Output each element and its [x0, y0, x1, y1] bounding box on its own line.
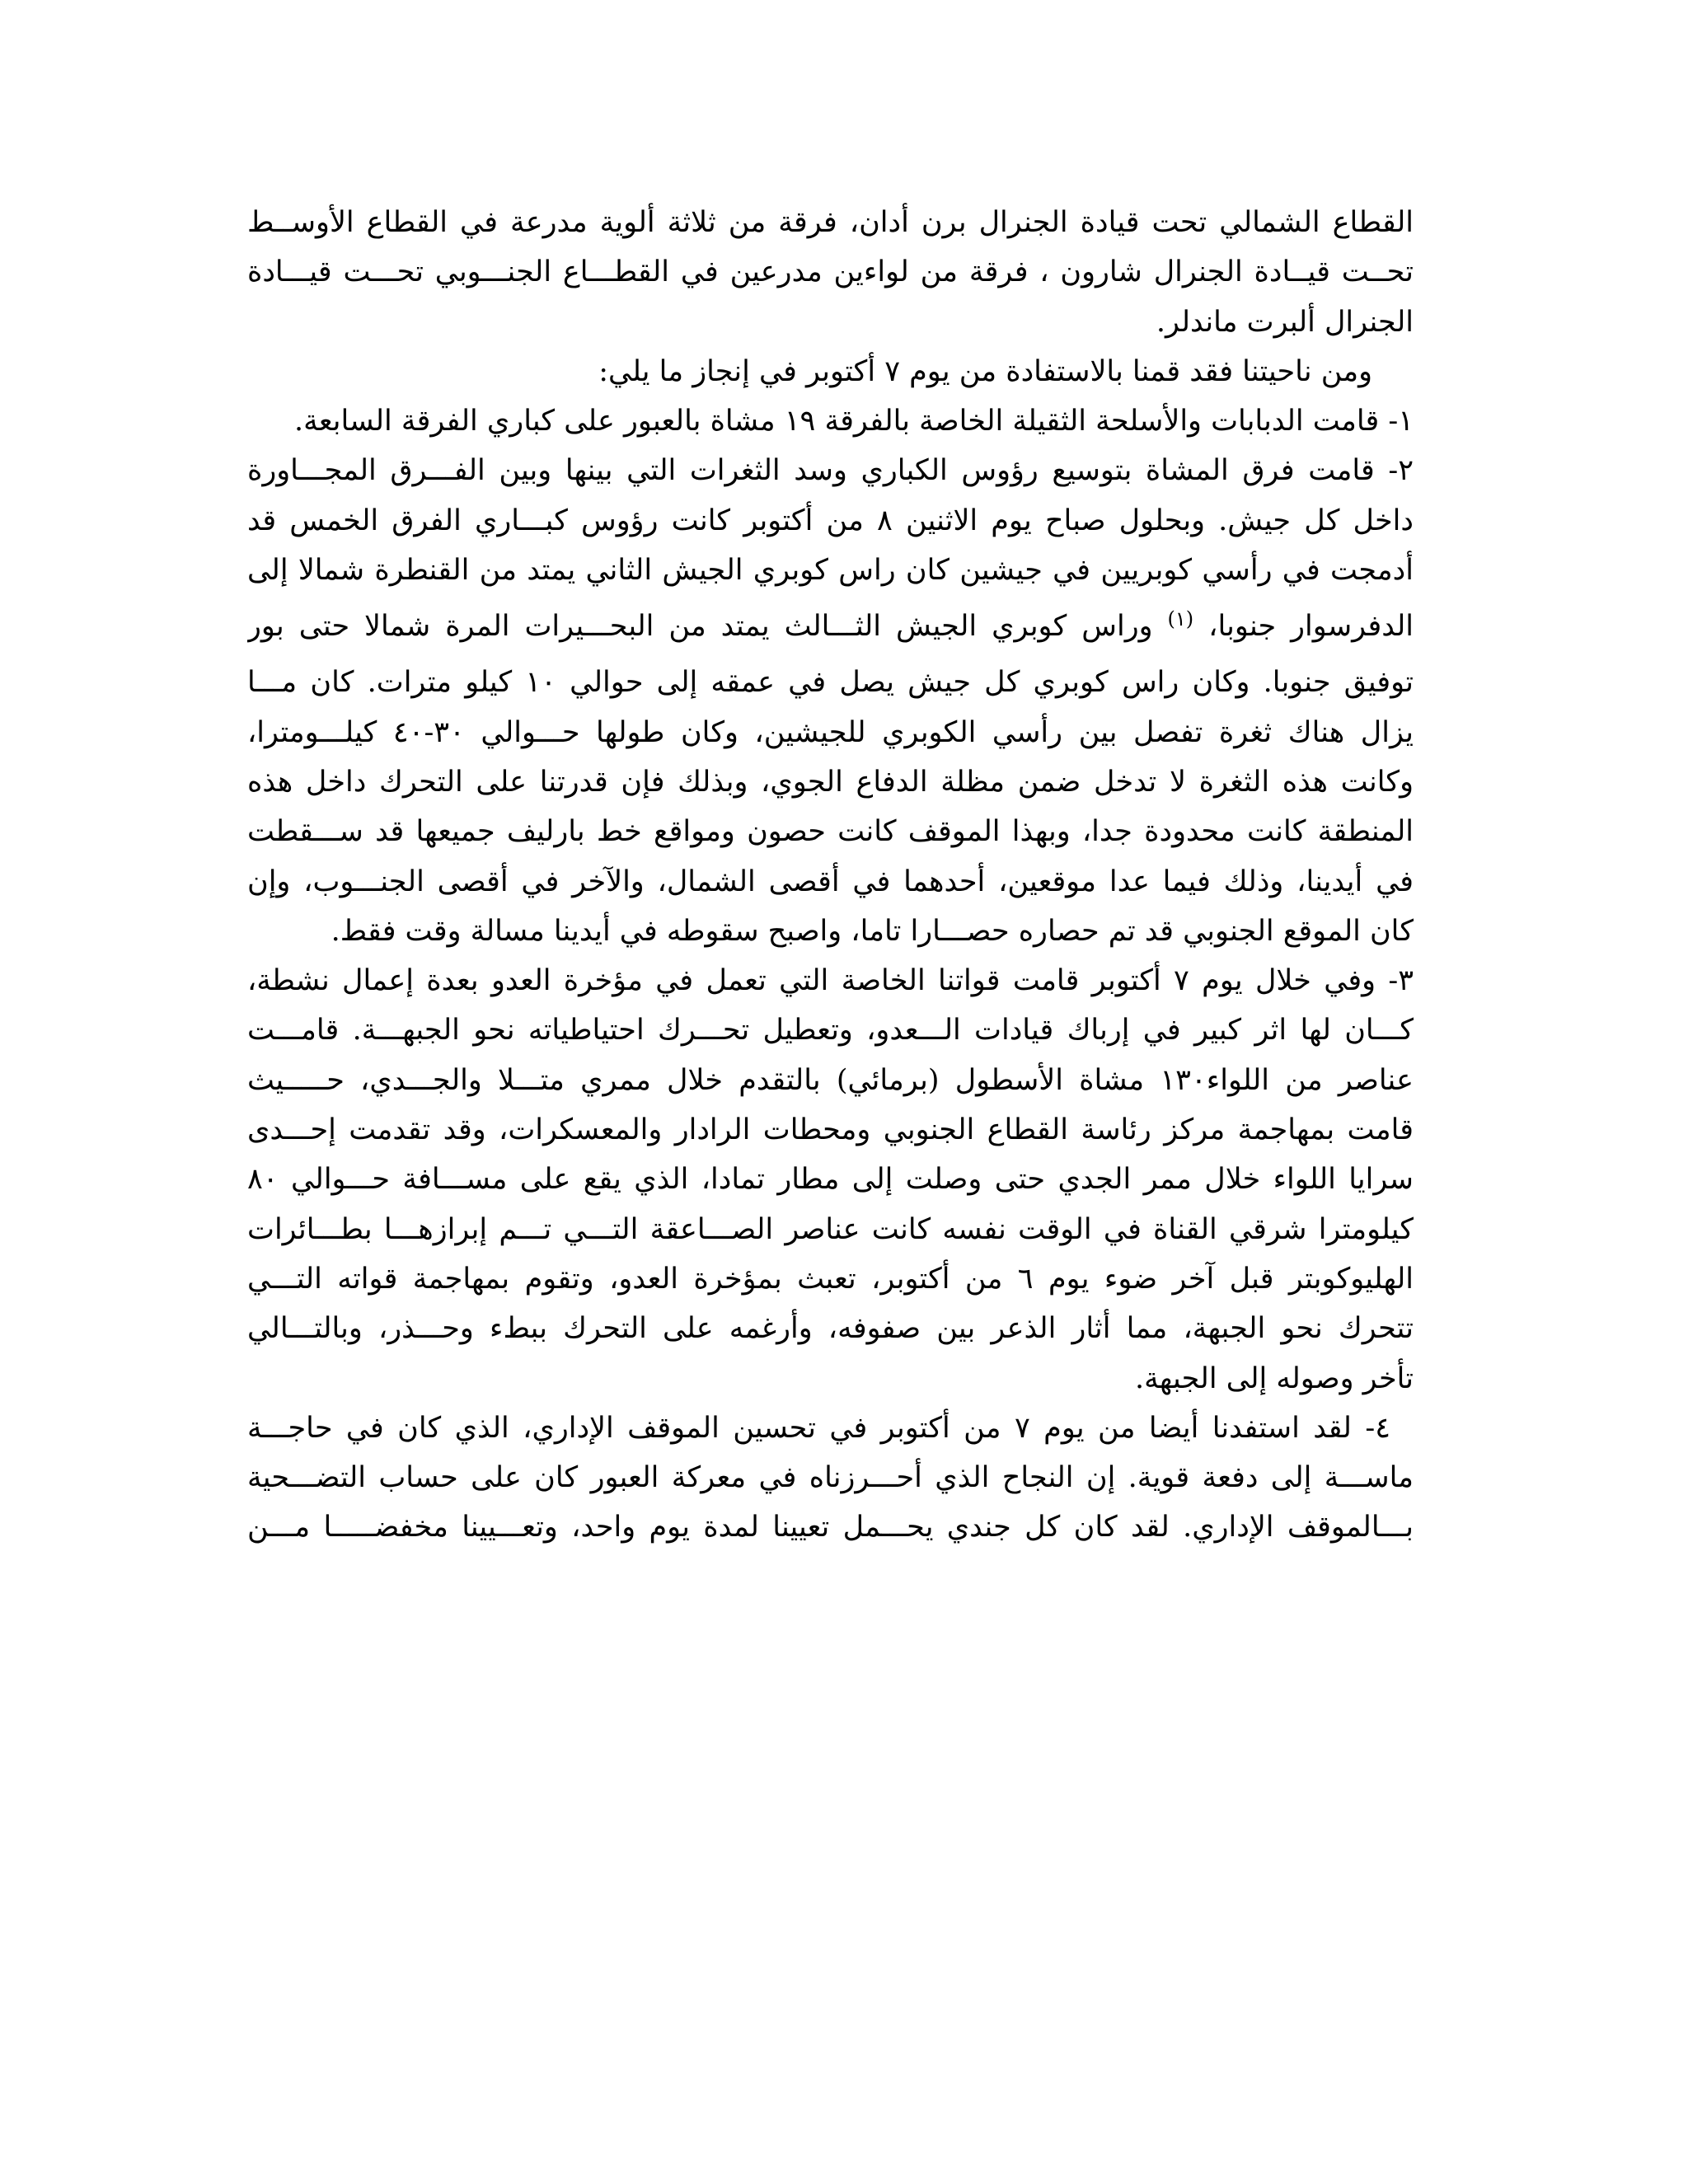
- text-line: داخل كل جيش. وبحلول صباح يوم الاثنين ٨ من أكتوبر كانت رؤوس كبـــاري الفرق الخمس قد: [247, 504, 1414, 537]
- text-line: ماســـة إلى دفعة قوية. إن النجاح الذي أحـــرزناه في معركة العبور كان على حساب التضـــحية: [247, 1461, 1414, 1495]
- text-line: كان الموقع الجنوبي قد تم حصاره حصـــارا تاما، واصبح سقوطه في أيدينا مسالة وقت فقط.: [331, 914, 1414, 948]
- text-line: الهليوكوبتر قبل آخر ضوء يوم ٦ من أكتوبر، تعبث بمؤخرة العدو، وتقوم بمهاجمة قواته التـــي: [247, 1262, 1414, 1296]
- text-line: قامت بمهاجمة مركز رئاسة القطاع الجنوبي ومحطات الرادار والمعسكرات، وقد تقدمت إحـــدى: [247, 1113, 1414, 1147]
- footnote-marker: (١): [1167, 607, 1194, 631]
- text-line: ٤- لقد استفدنا أيضا من يوم ٧ من أكتوبر في تحسين الموقف الإداري، الذي كان في حاجـــة: [247, 1411, 1391, 1445]
- document-body: [247, 198, 1414, 1553]
- text-line-with-footnote: [247, 595, 1414, 658]
- text-line: بـــالموقف الإداري. لقد كان كل جندي يحـــمل تعيينا لمدة يوم واحد، وتعـــيينا مخفضـــــا مـــن: [247, 1511, 1414, 1544]
- text-line: أدمجت في رأسي كوبريين في جيشين كان راس كوبري الجيش الثاني يمتد من القنطرة شمالا إلى: [247, 554, 1414, 588]
- text-line: توفيق جنوبا. وكان راس كوبري كل جيش يصل في عمقه إلى حوالي ١٠ كيلو مترات. كان مـــا: [247, 666, 1414, 700]
- text-line: يزال هناك ثغرة تفصل بين رأسي الكوبري للجيشين، وكان طولها حـــوالي ٣٠-٤٠ كيلـــومترا،: [247, 715, 1414, 749]
- text-line: وكانت هذه الثغرة لا تدخل ضمن مظلة الدفاع الجوي، وبذلك فإن قدرتنا على التحرك داخل هذه: [247, 765, 1414, 799]
- text-line: عناصر من اللواء١٣٠ مشاة الأسطول (برمائي) بالتقدم خلال ممري متـــلا والجـــدي، حـــــيث: [247, 1063, 1414, 1097]
- text-line: ومن ناحيتنا فقد قمنا بالاستفادة من يوم ٧ أكتوبر في إنجاز ما يلي:: [598, 354, 1372, 388]
- text-line: القطاع الشمالي تحت قيادة الجنرال برن أدان، فرقة من ثلاثة ألوية مدرعة في القطاع الأوســط: [247, 206, 1414, 239]
- text-line: الجنرال ألبرت ماندلر.: [1156, 305, 1414, 339]
- text-line: كيلومترا شرقي القناة في الوقت نفسه كانت عناصر الصـــاعقة التـــي تـــم إبرازهـــا بطـــائرات: [247, 1212, 1414, 1246]
- text-line: سرايا اللواء خلال ممر الجدي حتى وصلت إلى مطار تمادا، الذي يقع على مســـافة حـــوالي ٨٠: [247, 1163, 1414, 1197]
- text-line: ٢- قامت فرق المشاة بتوسيع رؤوس الكباري وسد الثغرات التي بينها وبين الفـــرق المجـــاورة: [247, 454, 1414, 488]
- text-line: في أيدينا، وذلك فيما عدا موقعين، أحدهما في أقصى الشمال، والآخر في أقصى الجنـــوب، وإن: [247, 865, 1414, 898]
- text-line: تتحرك نحو الجبهة، مما أثار الذعر بين صفوفه، وأرغمه على التحرك ببطء وحـــذر، وبالتـــالي: [247, 1312, 1414, 1346]
- line-rest: وراس كوبري الجيش الثـــالث يمتد من البحـــيرات المرة شمالا حتى بور: [247, 610, 1153, 644]
- line-prefix: الدفرسوار جنوبا،: [1208, 610, 1414, 644]
- text-line: تأخر وصوله إلى الجبهة.: [1135, 1361, 1414, 1395]
- text-line: تحــت قيــادة الجنرال شارون ، فرقة من لواءين مدرعين في القطـــاع الجنـــوبي تحـــت قيـــادة: [247, 255, 1414, 289]
- text-line: كـــان لها اثر كبير في إرباك قيادات الـــعدو، وتعطيل تحـــرك احتياطياته نحو الجبهـــة. قامـــت: [247, 1014, 1414, 1047]
- text-line: ١- قامت الدبابات والأسلحة الثقيلة الخاصة بالفرقة ١٩ مشاة بالعبور على كباري الفرقة السابعة.: [293, 405, 1414, 438]
- text-line: المنطقة كانت محدودة جدا، وبهذا الموقف كانت حصون ومواقع خط بارليف جميعها قد ســـقطت: [247, 815, 1414, 849]
- text-line: ٣- وفي خلال يوم ٧ أكتوبر قامت قواتنا الخاصة التي تعمل في مؤخرة العدو بعدة إعمال نشطة،: [247, 964, 1414, 998]
